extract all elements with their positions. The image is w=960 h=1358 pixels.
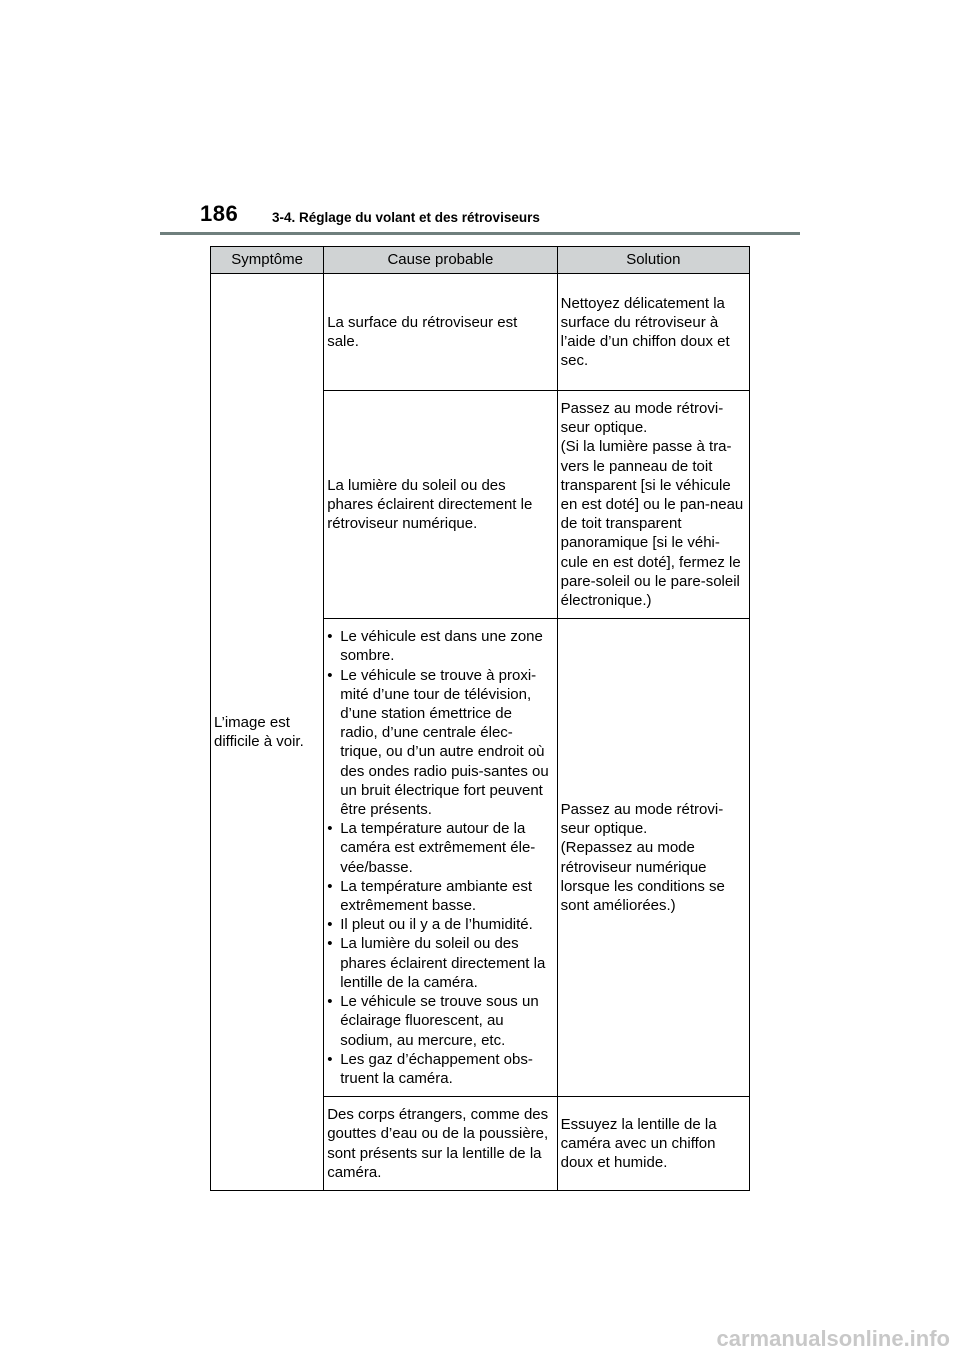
list-item: • Le véhicule se trouve à proxi-mité d’une tour de télévision, d’une station émettrice de radio, d’une centrale élec-trique, ou d’un autre endroit où des ondes radio puis-santes ou un bruit électrique fort peuvent être présents.: [327, 666, 552, 820]
cause-cell: La surface du rétroviseur est sale.: [324, 274, 557, 391]
solution-cell: Passez au mode rétrovi-seur optique. (Repassez au mode rétroviseur numérique lorsque les conditions se sont améliorées.): [557, 619, 749, 1097]
list-item: • Le véhicule se trouve sous un éclairage fluorescent, au sodium, au mercure, etc.: [327, 992, 552, 1050]
symptom-cell: L’image est difficile à voir.: [211, 274, 324, 1191]
list-item: • Il pleut ou il y a de l’humidité.: [327, 915, 552, 934]
table-header-row: [211, 247, 750, 274]
column-header-solution: Solution: [557, 247, 749, 274]
list-item: • La lumière du soleil ou des phares éclairent directement la lentille de la caméra.: [327, 934, 552, 992]
column-header-cause: Cause probable: [324, 247, 557, 274]
cause-cell: Des corps étrangers, comme des gouttes d’eau ou de la poussière, sont présents sur la lentille de la caméra.: [324, 1097, 557, 1191]
section-title: 3-4. Réglage du volant et des rétroviseurs: [272, 210, 540, 225]
list-item: • La température autour de la caméra est extrêmement éle-vée/basse.: [327, 819, 552, 877]
cause-bullet-list: [327, 627, 552, 1088]
watermark: carmanualsonline.info: [716, 1326, 950, 1351]
solution-cell: Nettoyez délicatement la surface du rétroviseur à l’aide d’un chiffon doux et sec.: [557, 274, 749, 391]
cause-cell: La lumière du soleil ou des phares éclairent directement le rétroviseur numérique.: [324, 391, 557, 619]
page-number: 186: [200, 201, 239, 226]
list-item: • Les gaz d’échappement obs-truent la caméra.: [327, 1050, 552, 1088]
solution-cell: Essuyez la lentille de la caméra avec un chiffon doux et humide.: [557, 1097, 749, 1191]
cause-cell: [324, 619, 557, 1097]
troubleshooting-table: [210, 246, 750, 1191]
solution-cell: Passez au mode rétrovi-seur optique. (Si la lumière passe à tra-vers le panneau de toit transparent [si le véhicule en est doté] ou le pan-neau de toit transparent panoramique [si le véhi-cule en est doté], fermez le pare-soleil ou le pare-soleil électronique.): [557, 391, 749, 619]
list-item: • Le véhicule est dans une zone sombre.: [327, 627, 552, 665]
column-header-symptom: Symptôme: [211, 247, 324, 274]
list-item: • La température ambiante est extrêmement basse.: [327, 877, 552, 915]
table-row: [211, 274, 750, 391]
header-divider: [160, 232, 800, 235]
